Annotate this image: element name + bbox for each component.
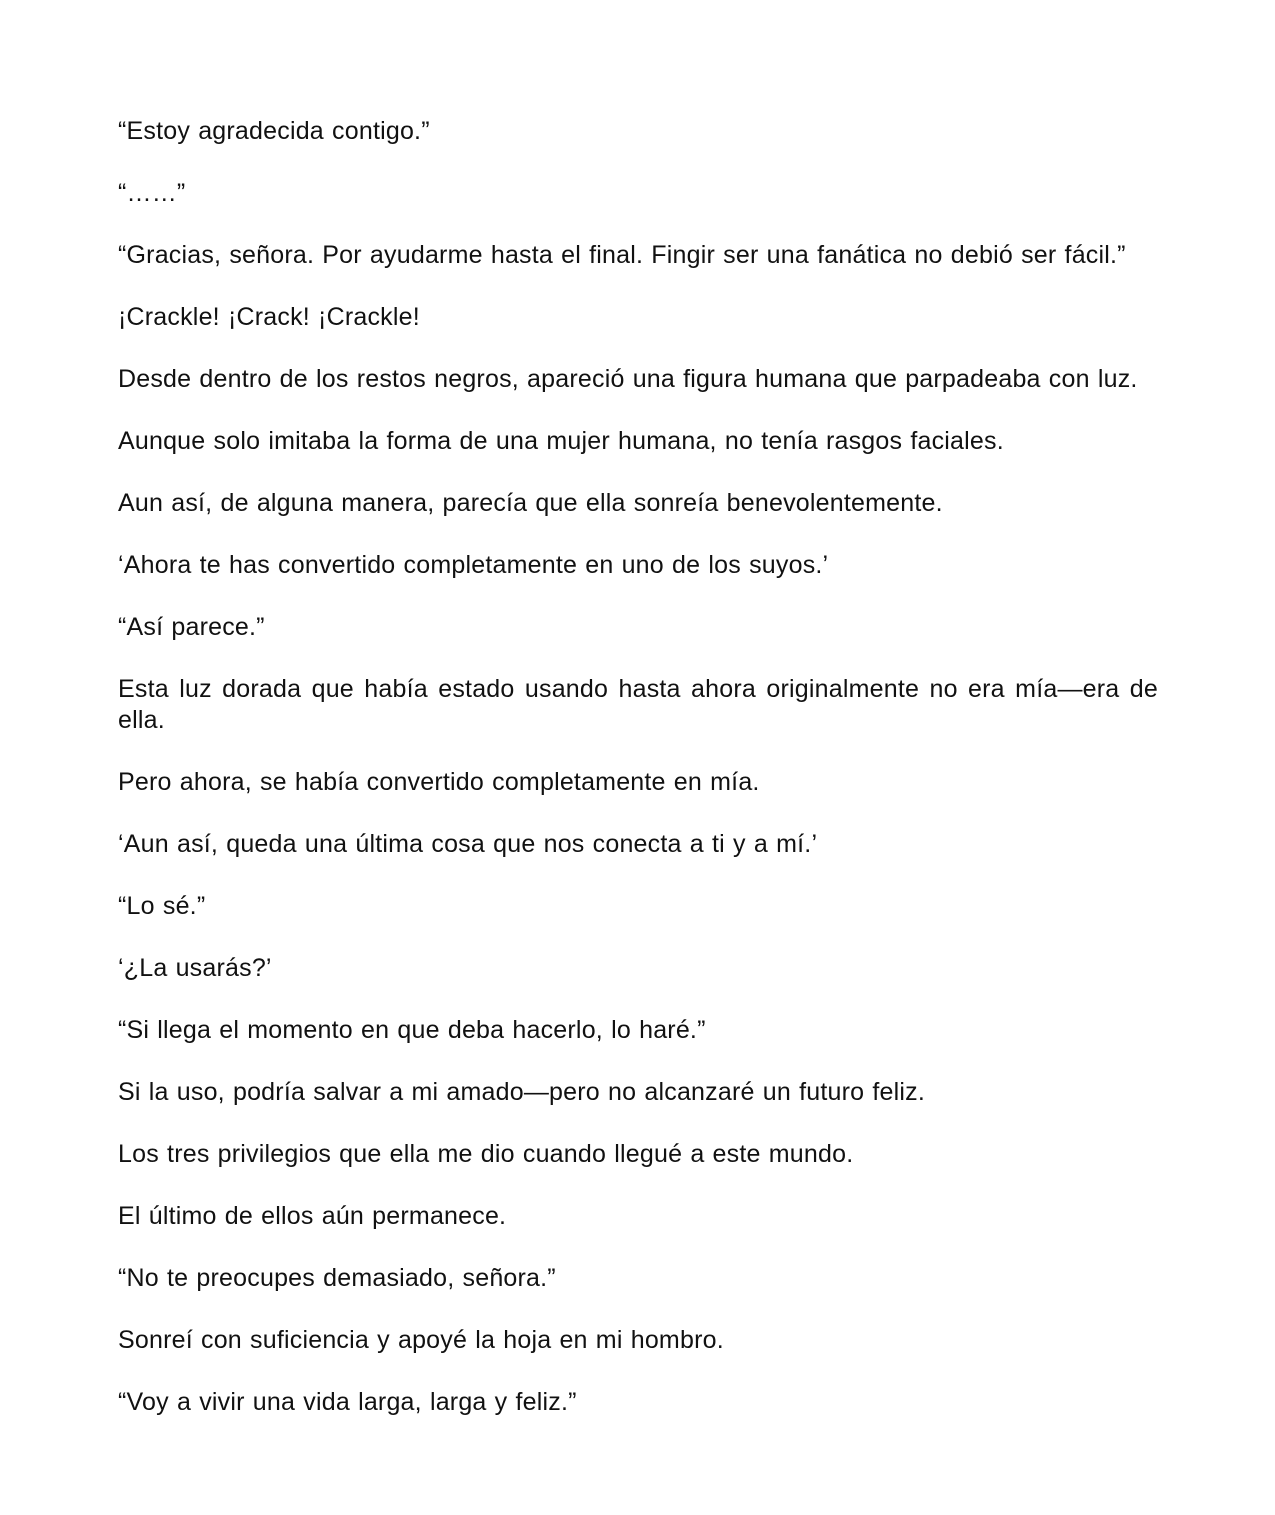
paragraph: “Lo sé.” (118, 892, 206, 920)
paragraph: ‘Ahora te has convertido completamente en uno de los suyos.’ (118, 551, 829, 579)
paragraph: “Estoy agradecida contigo.” (118, 117, 430, 145)
paragraph: ¡Crackle! ¡Crack! ¡Crackle! (118, 303, 420, 331)
paragraph: Desde dentro de los restos negros, apareció una figura humana que parpadeaba con luz. (118, 365, 1138, 393)
paragraph: ‘Aun así, queda una última cosa que nos conecta a ti y a mí.’ (118, 830, 818, 858)
paragraph: Sonreí con suficiencia y apoyé la hoja en mi hombro. (118, 1326, 724, 1354)
paragraph: Aunque solo imitaba la forma de una mujer humana, no tenía rasgos faciales. (118, 427, 1004, 455)
paragraph: “Así parece.” (118, 613, 265, 641)
paragraph: Si la uso, podría salvar a mi amado—pero no alcanzaré un futuro feliz. (118, 1078, 925, 1106)
paragraph: “……” (118, 179, 186, 207)
document-body (118, 116, 1158, 1449)
paragraph: “Gracias, señora. Por ayudarme hasta el final. Fingir ser una fanática no debió ser fácil.” (118, 241, 1126, 269)
paragraph: Los tres privilegios que ella me dio cuando llegué a este mundo. (118, 1140, 854, 1168)
paragraph: Pero ahora, se había convertido completamente en mía. (118, 768, 760, 796)
paragraph: ‘¿La usarás?’ (118, 954, 272, 982)
paragraph: Esta luz dorada que había estado usando hasta ahora originalmente no era mía—era de ella. (118, 675, 1158, 734)
paragraph: “Voy a vivir una vida larga, larga y feliz.” (118, 1388, 577, 1416)
paragraph: Aun así, de alguna manera, parecía que ella sonreía benevolentemente. (118, 489, 943, 517)
paragraph: “Si llega el momento en que deba hacerlo, lo haré.” (118, 1016, 706, 1044)
paragraph: “No te preocupes demasiado, señora.” (118, 1264, 556, 1292)
paragraph: El último de ellos aún permanece. (118, 1202, 507, 1230)
